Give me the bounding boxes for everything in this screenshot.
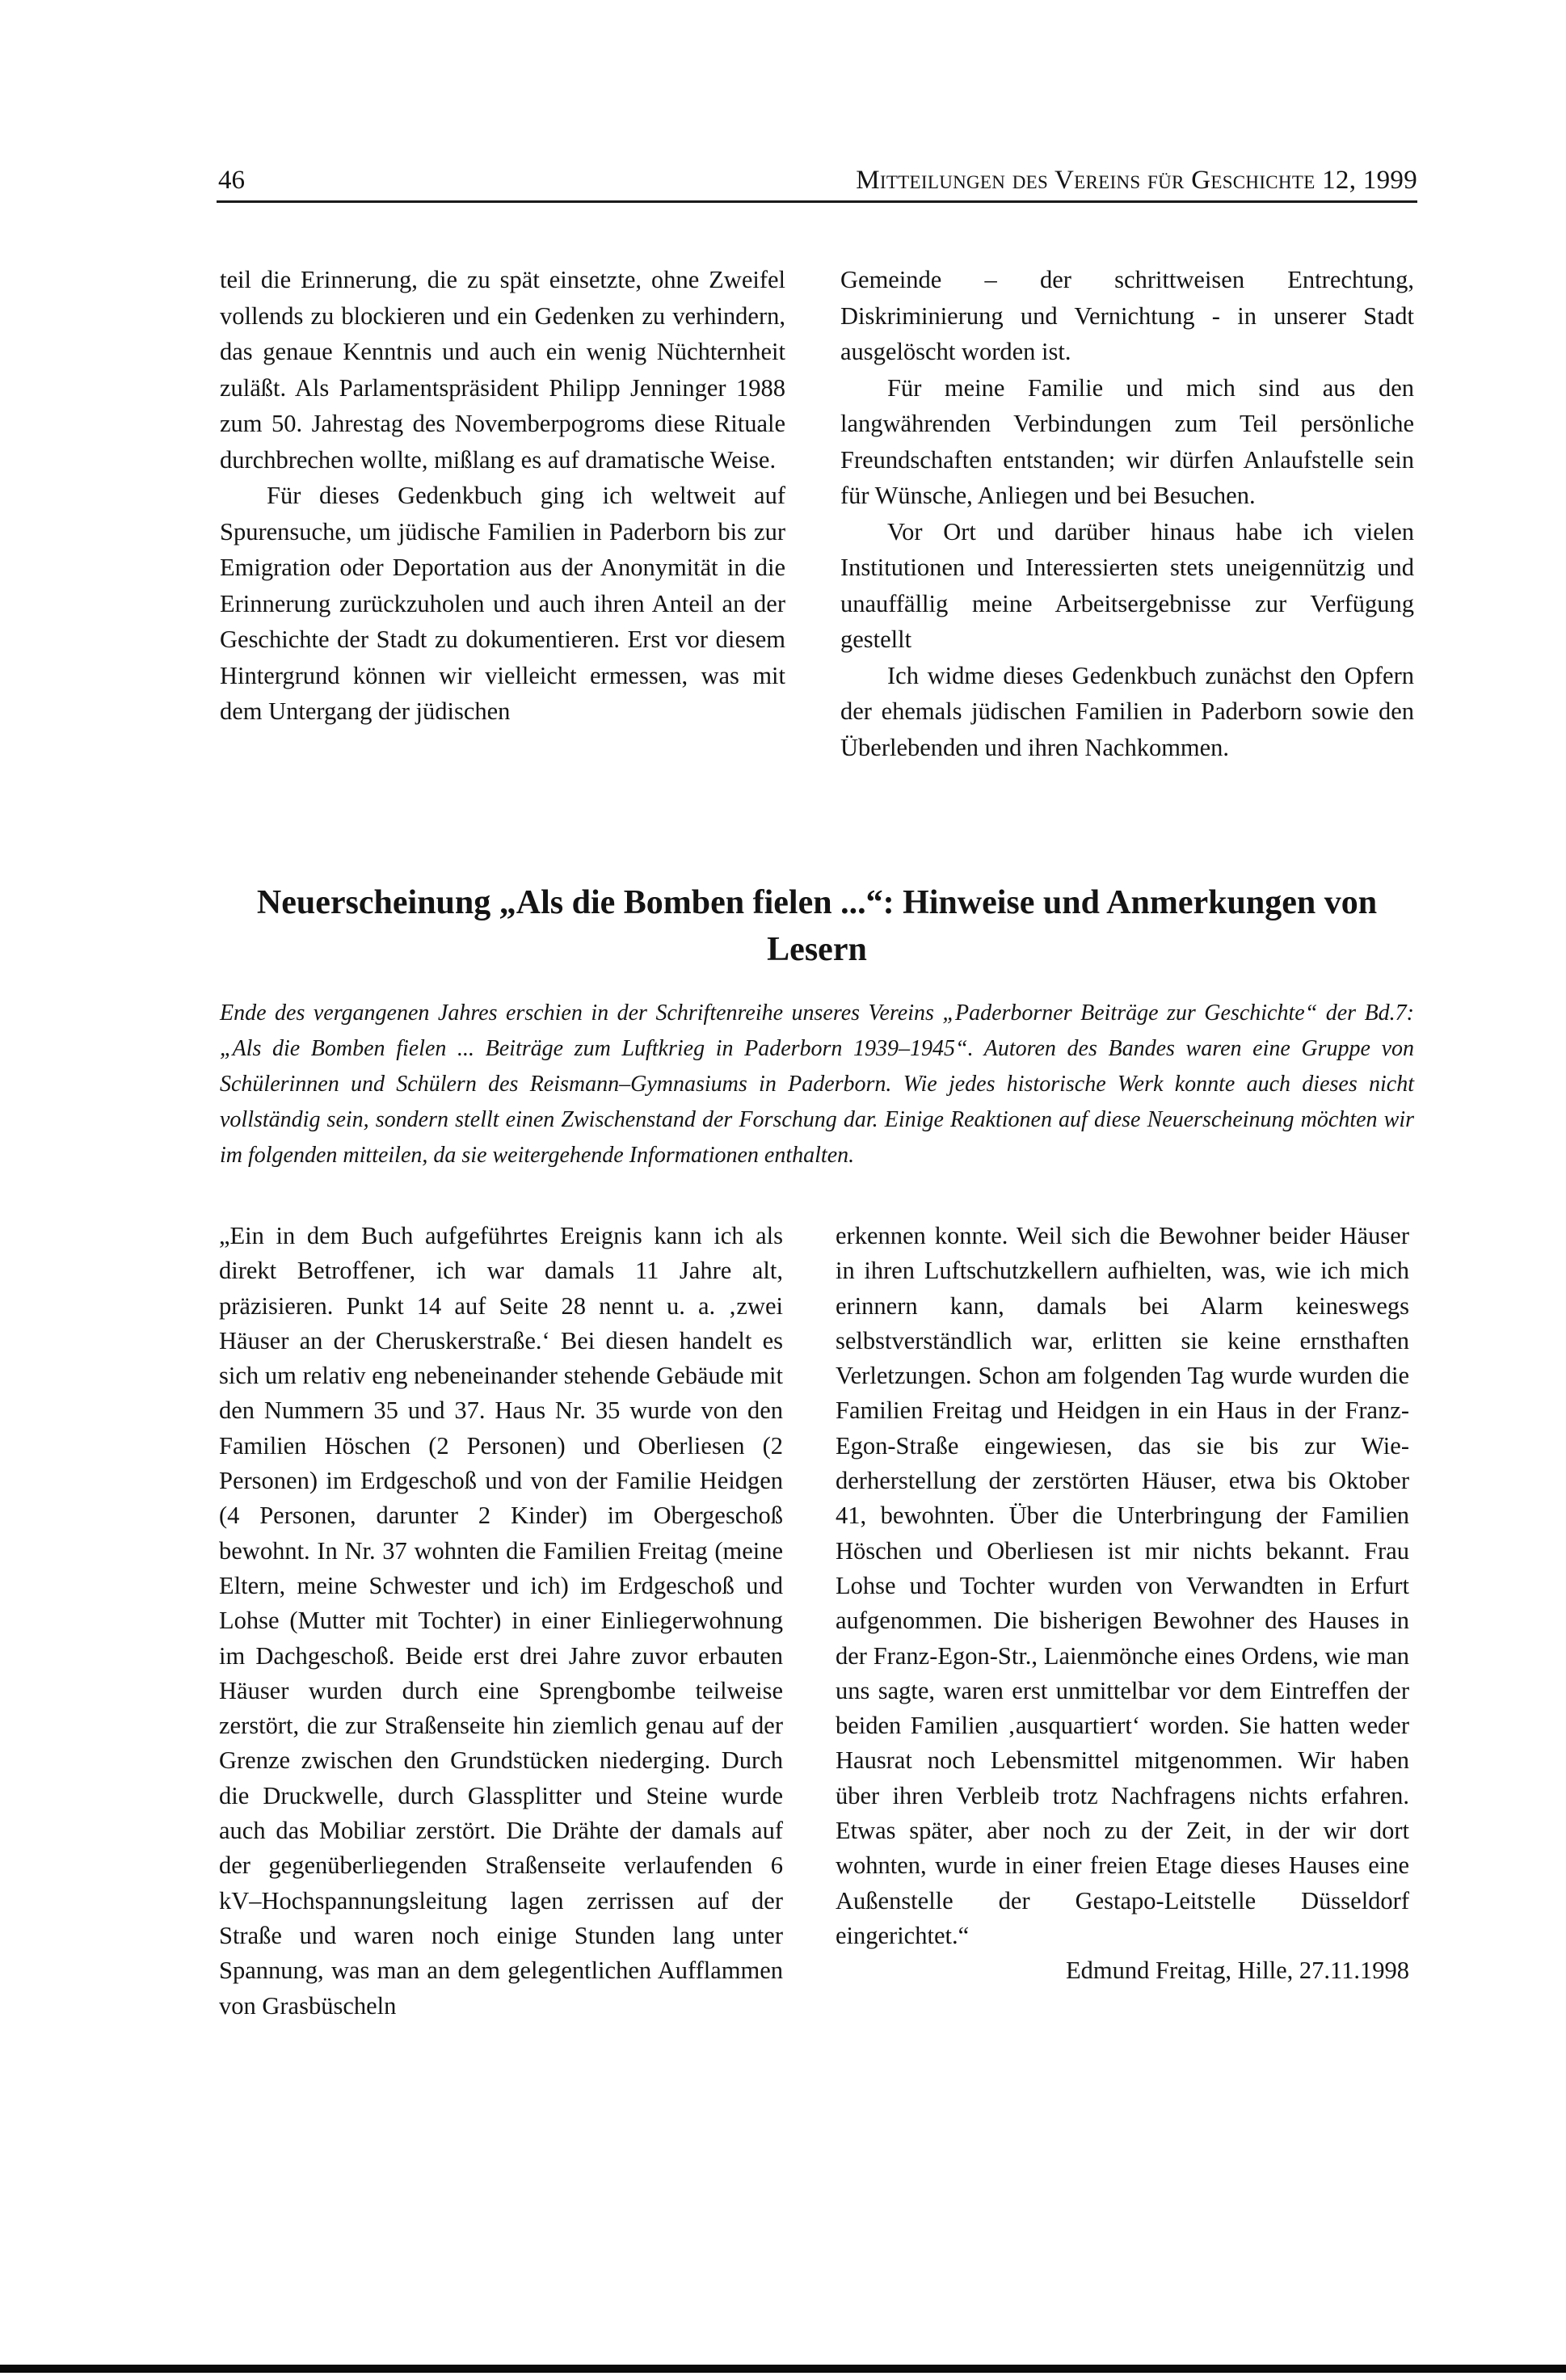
article-title: Neuerscheinung „Als die Bomben fielen ...“: Hinweise und Anmerkungen von Lesern	[256, 884, 1378, 968]
page-header	[217, 154, 1417, 203]
article-intro: Ende des vergangenen Jahres erschien in der Schriftenreihe unseres Vereins „Paderborner Beiträge zur Geschichte“ der Bd.7: „Als die Bomben fielen ... Beiträge zum Luftkrieg in Paderborn 1939–1945“. Autoren des Bandes waren eine Gruppe von Schülerinnen und Schülern des Reismann–Gymnasiums in Paderborn. Wie jedes historische Werk konnte auch dieses nicht vollständig sein, sondern stellt einen Zwischenstand der Forschung dar. Einige Reaktionen auf diese Neuerscheinung möchten wir im folgenden mitteilen, da sie weitergehende Informationen enthalten.	[220, 1000, 1414, 1168]
signature: Edmund Freitag, Hille, 27.11.1998	[1066, 1957, 1409, 1985]
paragraph: teil die Erinnerung, die zu spät einsetzte, ohne Zweifel vollends zu blockieren und ein Gedenken zu verhindern, das genaue Kenntnis und auch ein wenig Nüchternheit zuläßt. Als Parlamentspräsident Philipp Jenninger 1988 zum 50. Jahrestag des Novemberpogroms diese Rituale durchbrechen wollte, mißlang es auf dramatische Weise.	[220, 266, 785, 474]
paragraph: Für meine Familie und mich sind aus den langwährenden Verbindungen zum Teil persönliche Freundschaften entstanden; wir dürfen Anlaufstelle sein für Wünsche, Anliegen und bei Besuchen.	[840, 373, 1414, 509]
top-right-column	[840, 262, 1414, 765]
bottom-right-column	[836, 1219, 1409, 1989]
top-left-column	[220, 262, 785, 730]
paragraph: Vor Ort und darüber hinaus habe ich vielen Institutionen und Interessierten stets uneigennützig und unauffällig meine Arbeitsergebnisse zur Verfügung gestellt	[840, 517, 1414, 653]
paragraph: Ich widme dieses Gedenkbuch zunächst den Opfern der ehemals jüdischen Familien in Paderborn sowie den Überlebenden und ihren Nachkommen.	[840, 661, 1414, 761]
running-title: Mitteilungen des Vereins für Geschichte 12, 1999	[856, 166, 1417, 195]
page-number: 46	[218, 166, 245, 195]
scan-bottom-edge	[0, 2365, 1566, 2373]
bottom-left-column	[219, 1219, 783, 2024]
paragraph: Gemeinde – der schrittweisen Entrechtung, Diskriminierung und Vernichtung - in unserer Stadt ausgelöscht worden ist.	[840, 266, 1414, 365]
paragraph: erkennen konnte. Weil sich die Bewohner beider Häuser in ihren Luftschutzkellern aufhielten, was, wie ich mich erinnern kann, damals bei Alarm keineswegs selbstverständlich war, erlitten sie keine ernsthaften Verletzungen. Schon am folgenden Tag wurde wurden die Familien Freitag und Heidgen in ein Haus in der Franz-Egon-Straße eingewiesen, das sie bis zur Wiederherstellung der zerstörten Häuser, etwa bis Oktober 41, bewohnten. Über die Unterbringung der Familien Höschen und Oberliesen ist mir nichts bekannt. Frau Lohse und Tochter wurden von Verwandten in Erfurt aufgenommen. Die bisherigen Bewohner des Hauses in der Franz-Egon-Str., Laienmönche eines Ordens, wie man uns sagte, waren erst unmittelbar vor dem Eintreffen der beiden Familien ‚ausquartiert‘ worden. Sie hatten weder Hausrat noch Lebensmittel mitgenommen. Wir haben über ihren Verbleib trotz Nachfragens nichts erfahren. Etwas später, aber noch zu der Zeit, in der wir dort wohnten, wurde in einer freien Etage dieses Hauses eine Außenstelle der Gestapo-Leitstelle Düsseldorf eingerichtet.“	[836, 1222, 1409, 1949]
paragraph: Für dieses Gedenkbuch ging ich weltweit auf Spurensuche, um jüdische Familien in Paderborn bis zur Emigration oder Deportation aus der Anonymität in die Erinnerung zurückzuholen und auch ihren Anteil an der Geschichte der Stadt zu dokumentieren. Erst vor diesem Hintergrund können wir vielleicht ermessen, was mit dem Untergang der jüdischen	[220, 482, 785, 725]
paragraph: „Ein in dem Buch aufgeführtes Ereignis kann ich als direkt Betroffener, ich war damals 11 Jahre alt, präzisieren. Punkt 14 auf Seite 28 nennt u. a. ‚zwei Häuser an der Cheruskerstraße.‘ Bei diesen handelt es sich um relativ eng nebeneinander stehende Gebäude mit den Nummern 35 und 37. Haus Nr. 35 wurde von den Familien Höschen (2 Personen) und Oberliesen (2 Personen) im Erdgeschoß und von der Familie Heidgen (4 Personen, darunter 2 Kinder) im Obergeschoß bewohnt. In Nr. 37 wohnten die Familien Freitag (meine Eltern, meine Schwester und ich) im Erdgeschoß und Lohse (Mutter mit Tochter) in einer Einliegerwohnung im Dachgeschoß. Beide erst drei Jahre zuvor erbauten Häuser wurden durch eine Sprengbombe teilweise zerstört, die zur Straßenseite hin ziemlich genau auf der Grenze zwischen den Grundstücken niederging. Durch die Druckwelle, durch Glassplitter und Steine wurde auch das Mobiliar zerstört. Die Drähte der damals auf der gegenüberliegenden Straßenseite verlaufenden 6 kV–Hochspannungsleitung lagen zerrissen auf der Straße und waren noch einige Stunden lang unter Spannung, was man an dem gelegentlichen Aufflammen von Grasbüscheln	[219, 1222, 783, 2020]
